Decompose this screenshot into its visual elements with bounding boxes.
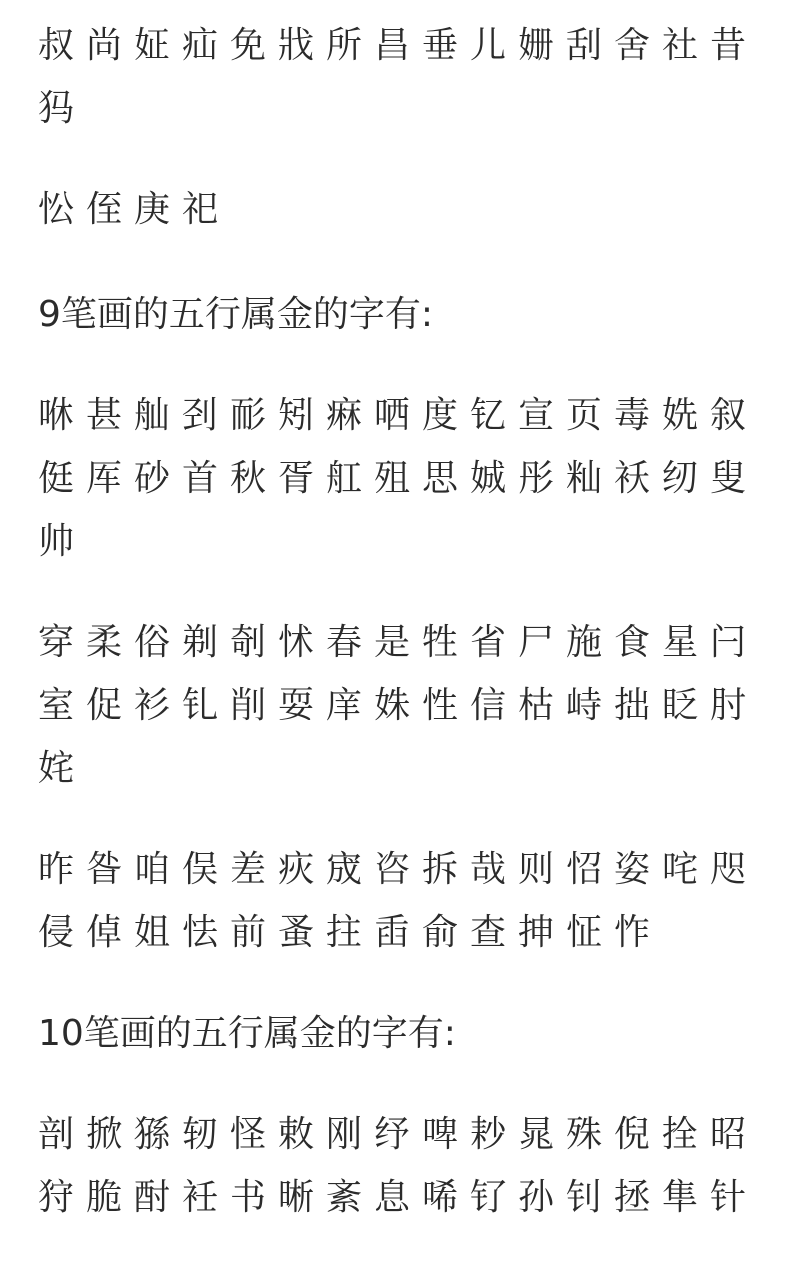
section-heading: 10笔画的五行属金的字有: [38,1013,456,1054]
article-body [38,14,768,1267]
section-heading: 9笔画的五行属金的字有: [38,294,434,335]
character-list-paragraph: 咻甚舢刭耏矧痳哂度钇宣页毒姺叙侹厍砂首秋胥舡殂思娍彤籼袄纫叟帅 [38,395,759,562]
character-list-paragraph: 叔尚姃疝免戕所昌垂儿姗刮舍社昔犸 [38,25,759,129]
character-list-paragraph: 忪侄庚祀 [38,189,231,230]
character-list-paragraph: 剖掀猻轫怪敕刚纾啤耖晁殊倪拴昭狩脆酎衽书晰紊息唏钌孙钊拯隼针 [38,1114,759,1218]
character-list-paragraph: 昨昝咱俣差疢宬咨拆哉则怊姿咤咫侵倬姐怯前蚤拄臿俞查抻怔怍 [38,849,759,953]
character-list-paragraph: 穿柔俗剃剞怵春是牲省尸施食星闩室促衫钆削耍庠姝性信枯峙拙眨肘姹 [38,622,759,789]
